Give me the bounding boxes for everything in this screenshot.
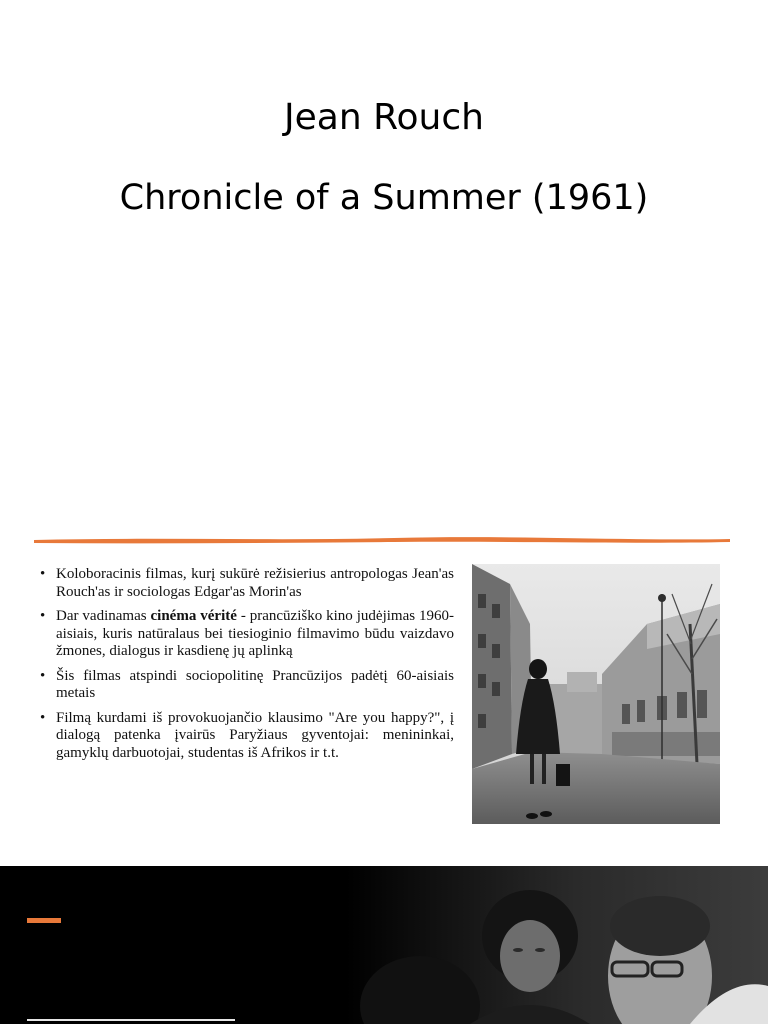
bullet-text: Šis filmas atspindi sociopolitinę Prancūzijos padėtį 60-aisiais metais [56, 667, 454, 701]
bullet-marker: • [40, 667, 46, 684]
bullet-text-suffix: - prancūziško kino judėjimas 1960-aisiais, kuris natūralaus bei tiesioginio filmavimo būdu vaizdavo žmones, dialogus ir kasdienę jų aplinką [56, 608, 454, 659]
white-underline [27, 1019, 235, 1021]
slide-title: Jean Rouch [284, 97, 484, 138]
bullet-list [38, 566, 454, 769]
bullet-item [38, 668, 454, 703]
bullet-item [38, 566, 454, 601]
bullet-text: Koloboracinis filmas, kurį sukūrė režisierius antropologas Jean'as Rouch'as ir sociologas Edgar'as Morin'as [56, 566, 454, 600]
orange-divider [34, 532, 730, 548]
bottom-photo-band [0, 866, 768, 1024]
slide-subtitle: Chronicle of a Summer (1961) [119, 178, 649, 218]
bullet-marker: • [40, 709, 46, 726]
bullet-item [38, 608, 454, 661]
orange-accent-dash [27, 918, 61, 923]
bullet-text-bold: cinéma vérité [150, 608, 237, 624]
bullet-marker: • [40, 566, 46, 582]
faces-photo [0, 866, 768, 1024]
bullet-text-prefix: Dar vadinamas [56, 608, 151, 624]
bullet-item [38, 710, 454, 763]
bullet-marker: • [40, 608, 46, 624]
street-photo [472, 564, 720, 824]
bullet-text: Filmą kurdami iš provokuojančio klausimo "Are you happy?", į dialogą patenka įvairūs Paryžiaus gyventojai: menininkai, gamyklų darbuotojai, studentas iš Afrikos ir t.t. [56, 709, 454, 761]
